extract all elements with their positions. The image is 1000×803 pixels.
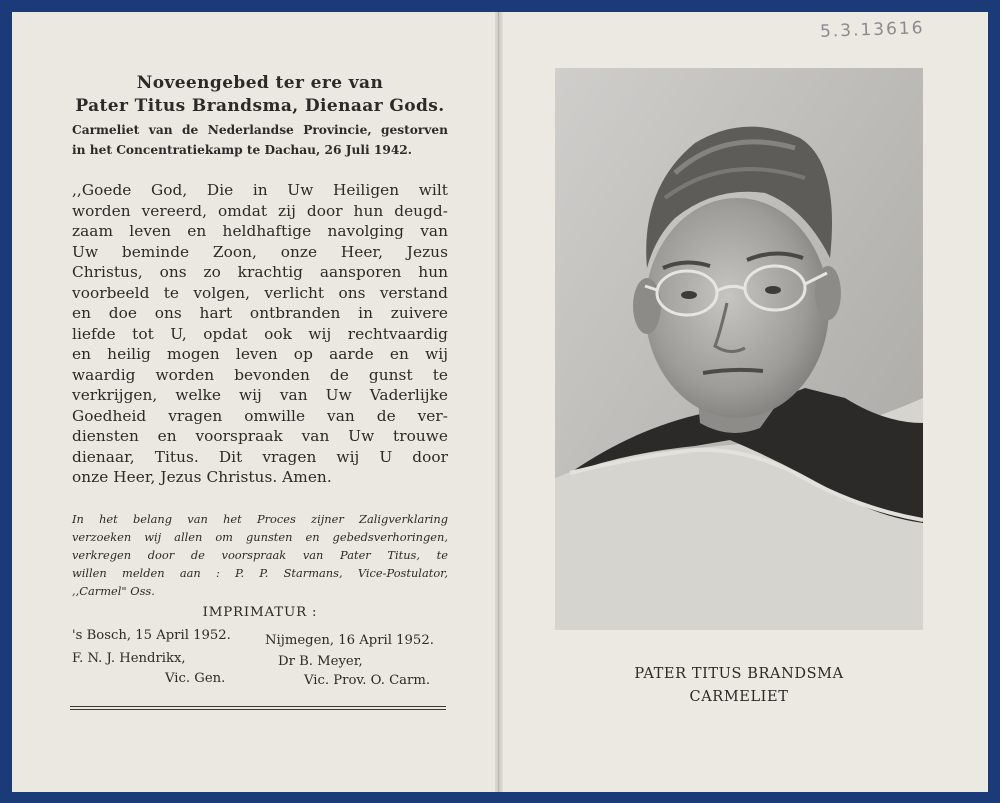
portrait-caption bbox=[555, 663, 923, 709]
prayer-line: verkrijgen, welke wij van Uw Vaderlijke bbox=[72, 386, 448, 404]
subheading-line-1: Carmeliet van de Nederlandse Provincie, gestorven bbox=[72, 123, 448, 137]
prayer-line: worden vereerd, omdat zij door hun deugd- bbox=[72, 201, 448, 220]
prayer-line: diensten en voorspraak van Uw trouwe bbox=[72, 427, 448, 445]
portrait-illustration bbox=[555, 68, 923, 630]
right-signatory: Dr B. Meyer, bbox=[278, 654, 363, 669]
heading-line-2: Pater Titus Brandsma, Dienaar Gods. bbox=[75, 96, 445, 116]
prayer-line: dienaar, Titus. Dit vragen wij U door bbox=[72, 447, 448, 466]
note-line: willen melden aan : P. P. Starmans, Vice-Postulator, bbox=[72, 566, 448, 580]
caption-name: PATER TITUS BRANDSMA bbox=[634, 666, 844, 682]
prayer-text bbox=[72, 180, 448, 488]
subheading bbox=[72, 120, 448, 160]
archive-number: 5.3.13616 bbox=[819, 18, 925, 42]
prayer-line: Christus, ons zo krachtig aansporen hun bbox=[72, 263, 448, 281]
beatification-note bbox=[72, 510, 448, 600]
left-signatory-title: Vic. Gen. bbox=[165, 671, 226, 686]
prayer-heading bbox=[72, 72, 448, 118]
prayer-line: waardig worden bevonden de gunst te bbox=[72, 365, 448, 384]
heading-line-1: Noveengebed ter ere van bbox=[136, 73, 384, 93]
prayer-line: liefde tot U, opdat ook wij rechtvaardig bbox=[72, 324, 448, 343]
prayer-line: Goedheid vragen omwille van de ver- bbox=[72, 406, 448, 425]
note-line: verkregen door de voorspraak van Pater Titus, te bbox=[72, 548, 448, 562]
prayer-line: onze Heer, Jezus Christus. Amen. bbox=[72, 468, 332, 486]
portrait-photo bbox=[555, 68, 923, 630]
note-line: verzoeken wij allen om gunsten en gebedsverhoringen, bbox=[72, 530, 448, 544]
note-line: ,,Carmel" Oss. bbox=[72, 584, 155, 598]
prayer-line: en doe ons hart ontbranden in zuivere bbox=[72, 304, 448, 322]
prayer-line: voorbeeld te volgen, verlicht ons verstand bbox=[72, 283, 448, 302]
prayer-line: Uw beminde Zoon, onze Heer, Jezus bbox=[72, 242, 448, 261]
left-place-date: 's Bosch, 15 April 1952. bbox=[72, 628, 231, 643]
right-signatory-title: Vic. Prov. O. Carm. bbox=[304, 673, 431, 688]
double-rule-divider bbox=[70, 706, 446, 710]
right-place-date: Nijmegen, 16 April 1952. bbox=[265, 633, 434, 648]
prayer-line: ,,Goede God, Die in Uw Heiligen wilt bbox=[72, 181, 448, 199]
card-fold bbox=[495, 12, 503, 792]
note-line: In het belang van het Proces zijner Zaligverklaring bbox=[72, 512, 448, 526]
imprimatur-title: IMPRIMATUR : bbox=[202, 605, 318, 620]
prayer-line: en heilig mogen leven op aarde en wij bbox=[72, 345, 448, 363]
prayer-line: zaam leven en heldhaftige navolging van bbox=[72, 222, 448, 240]
subheading-line-2: in het Concentratiekamp te Dachau, 26 Juli 1942. bbox=[72, 143, 413, 157]
caption-order: CARMELIET bbox=[689, 689, 789, 705]
left-signatory: F. N. J. Hendrikx, bbox=[72, 651, 186, 666]
